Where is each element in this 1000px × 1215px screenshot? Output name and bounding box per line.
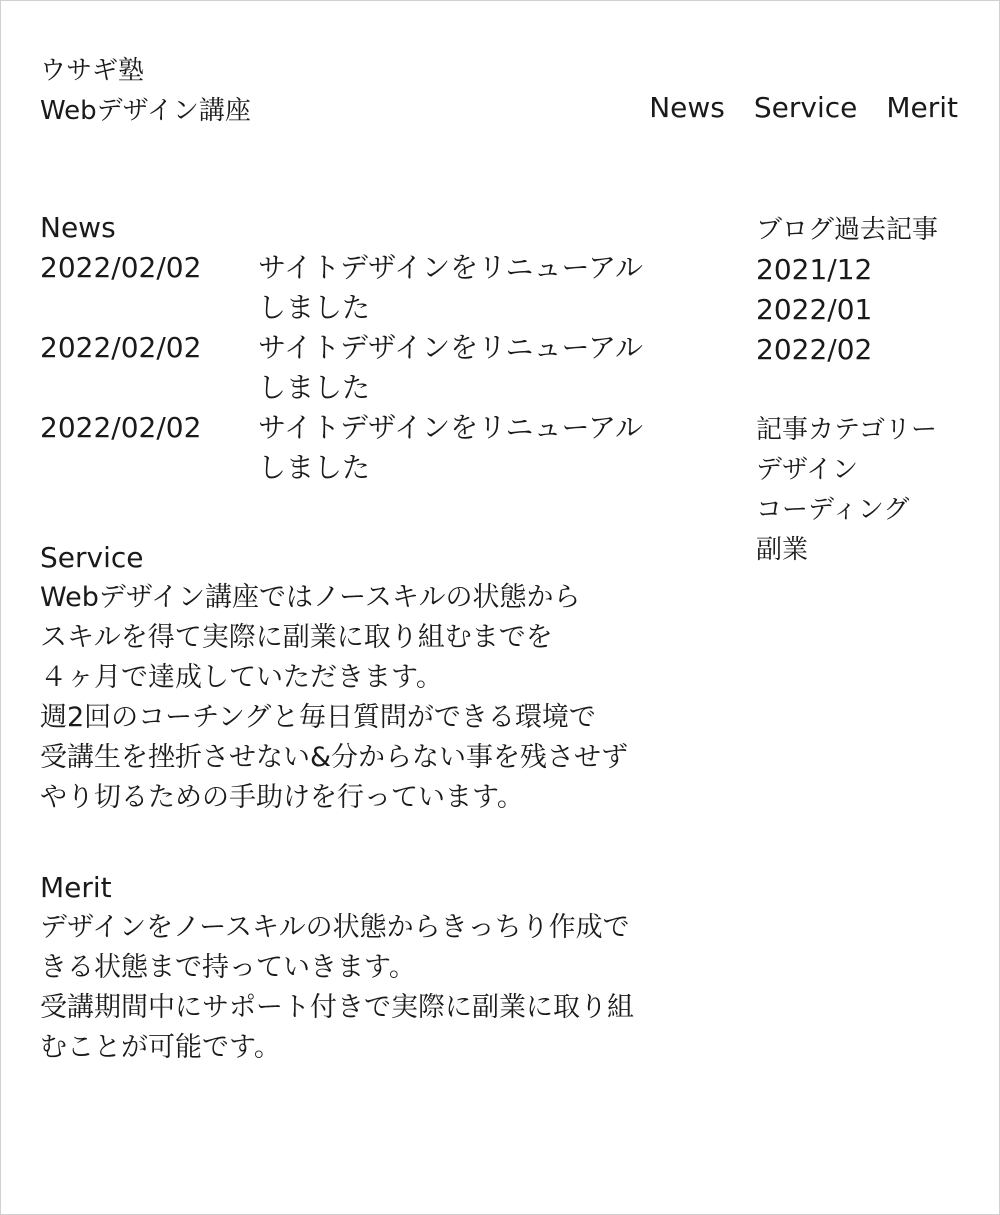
news-item[interactable] [40, 408, 680, 488]
nav-link-news[interactable]: News [649, 91, 725, 124]
merit-line: きる状態まで持っていきます。 [40, 952, 416, 983]
archive-link-2022-02[interactable]: 2022/02 [756, 333, 873, 366]
archive-title: ブログ過去記事 [756, 215, 939, 245]
sidebar [756, 210, 976, 570]
news-title: News [40, 211, 116, 244]
service-title: Service [40, 541, 144, 574]
merit-line: むことが可能です。 [40, 1032, 281, 1063]
merit-section [40, 868, 680, 1068]
archive-link-2022-01[interactable]: 2022/01 [756, 293, 873, 326]
main-content [40, 208, 680, 1068]
news-date: 2022/02/02 [40, 411, 202, 444]
archive-block [756, 210, 976, 370]
news-text: サイトデザインをリニューアルしました [258, 331, 644, 404]
global-nav [649, 88, 958, 128]
news-date: 2022/02/02 [40, 251, 202, 284]
category-title: 記事カテゴリー [756, 415, 937, 445]
merit-body [40, 908, 680, 1068]
nav-link-merit[interactable]: Merit [886, 91, 958, 124]
category-link-design[interactable]: デザイン [756, 455, 859, 485]
service-body [40, 578, 680, 818]
merit-title: Merit [40, 871, 112, 904]
service-line: Webデザイン講座ではノースキルの状態から [40, 582, 581, 613]
news-item[interactable] [40, 248, 680, 328]
news-date: 2022/02/02 [40, 331, 202, 364]
service-line: ４ヶ月で達成していただきます。 [40, 662, 443, 693]
service-line: 受講生を挫折させない&分からない事を残させず [40, 742, 629, 773]
merit-line: 受講期間中にサポート付きで実際に副業に取り組 [40, 992, 634, 1023]
service-line: スキルを得て実際に副業に取り組むまでを [40, 622, 553, 653]
news-text: サイトデザインをリニューアルしました [258, 411, 644, 484]
service-section [40, 538, 680, 818]
news-text: サイトデザインをリニューアルしました [258, 251, 644, 324]
news-item[interactable] [40, 328, 680, 408]
logo-line-2: Webデザイン講座 [40, 96, 251, 126]
service-line: やり切るための手助けを行っています。 [40, 782, 524, 813]
merit-line: デザインをノースキルの状態からきっちり作成で [40, 912, 630, 943]
site-header [40, 51, 960, 131]
site-logo[interactable] [40, 51, 251, 131]
service-line: 週2回のコーチングと毎日質問ができる環境で [40, 702, 596, 733]
category-block [756, 410, 976, 570]
category-link-side-job[interactable]: 副業 [756, 535, 809, 565]
archive-link-2021-12[interactable]: 2021/12 [756, 253, 873, 286]
nav-link-service[interactable]: Service [753, 91, 858, 124]
news-list [40, 248, 680, 488]
category-link-coding[interactable]: コーディング [756, 495, 910, 525]
news-section [40, 208, 680, 488]
logo-line-1: ウサギ塾 [40, 56, 145, 86]
category-list [756, 450, 976, 570]
archive-list [756, 250, 976, 370]
